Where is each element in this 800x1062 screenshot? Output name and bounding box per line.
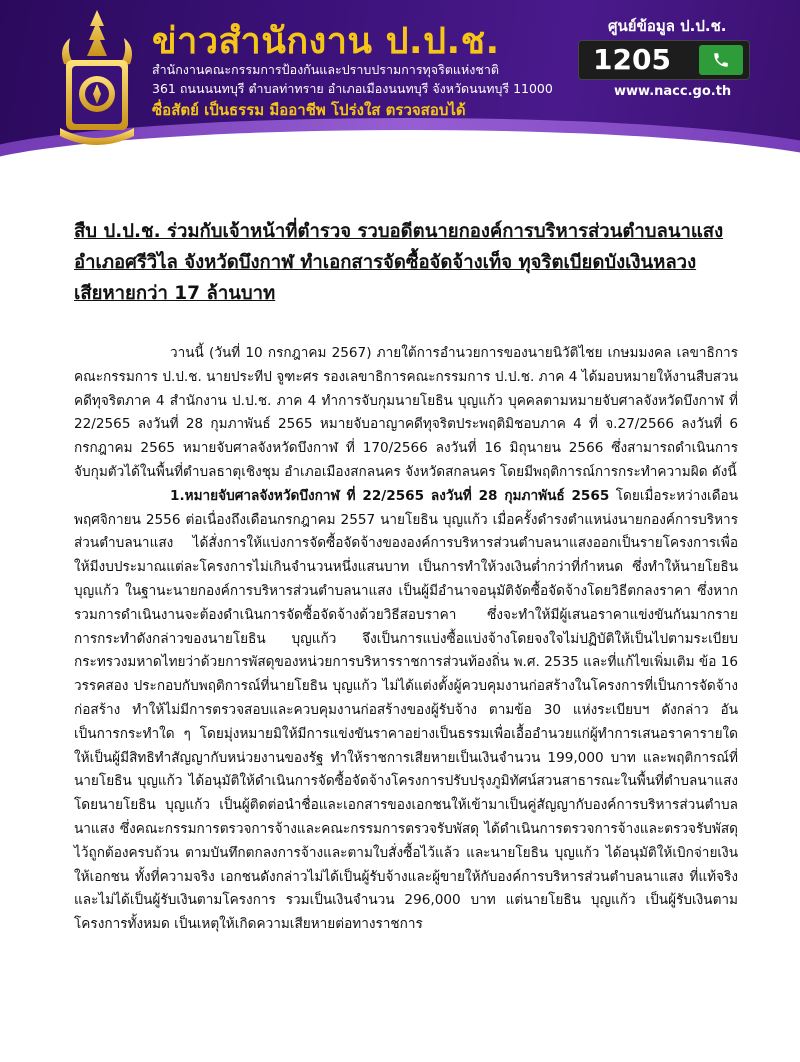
paragraph-2 (74, 485, 738, 937)
hotline-number: 1205 (593, 43, 671, 76)
paragraph-2-lead: 1.หมายจับศาลจังหวัดบึงกาฬ ที่ 22/2565 ลงวันที่ 28 กุมภาพันธ์ 2565 (170, 487, 610, 504)
hotline-box[interactable] (578, 40, 750, 80)
headline-line-1: สืบ ป.ป.ช. ร่วมกับเจ้าหน้าที่ตำรวจ รวบอดีตนายกองค์การบริหารส่วนตำบลนาแสง (74, 221, 724, 242)
nacc-logo-icon (52, 8, 142, 148)
header-slogan: ซื่อสัตย์ เป็นธรรม มืออาชีพ โปร่งใส ตรวจสอบได้ (152, 101, 466, 119)
paragraph-1-text: วานนี้ (วันที่ 10 กรกฎาคม 2567) ภายใต้การอำนวยการของนายนิวัติไชย เกษมมงคล เลขาธิการคณะกรรมการ ป.ป.ช. นายประทีป จูฑะศร รองเลขาธิการคณะกรรมการ ป.ป.ช. ภาค 4 ได้มอบหมายให้งานสืบสวนคดีทุจริตภาค 4 สำนักงาน ป.ป.ช. ภาค 4 ทำการจับกุมนายโยธิน บุญแก้ว บุคคลตามหมายจับศาลจังหวัดบึงกาฬ ที่ 22/2565 ลงวันที่ 28 กุมภาพันธ์ 2565 หมายจับอาญาคดีทุจริตประพฤติมิชอบภาค 4 ที่ จ.27/2566 ลงวันที่ 6 กรกฎาคม 2565 หมายจับศาลจังหวัดบึงกาฬ ที่ 170/2566 ลงวันที่ 16 มิถุนายน 2566 ซึ่งสามารถดำเนินการจับกุมตัวได้ในพื้นที่ตำบลธาตุเชิงชุม อำเภอเมืองสกลนคร จังหวัดสกลนคร โดยมีพฤติการณ์การกระทำความผิด ดังนี้ (74, 345, 738, 480)
header-address: 361 ถนนนนทบุรี ตำบลท่าทราย อำเภอเมืองนนทบุรี จังหวัดนนทบุรี 11000 (152, 81, 553, 96)
header-banner (0, 0, 800, 178)
phone-icon[interactable] (699, 45, 743, 75)
hotline-label: ศูนย์ข้อมูล ป.ป.ช. (608, 17, 727, 35)
website-link[interactable]: www.nacc.go.th (614, 84, 732, 99)
phone-glyph-icon (712, 51, 730, 69)
header-agency-name: สำนักงานคณะกรรมการป้องกันและปราบปรามการทุจริตแห่งชาติ (152, 62, 499, 77)
news-headline (74, 216, 734, 309)
paragraph-1 (74, 342, 738, 485)
header-title: ข่าวสำนักงาน ป.ป.ช. (152, 21, 500, 62)
paragraph-2-text: โดยเมื่อระหว่างเดือนพฤศจิกายน 2556 ต่อเนื่องถึงเดือนกรกฎาคม 2557 นายโยธิน บุญแก้ว เมื่อครั้งดำรงตำแหน่งนายกองค์การบริหารส่วนตำบลนาแสง ได้สั่งการให้แบ่งการจัดซื้อจัดจ้างขององค์การบริหารส่วนตำบลนาแสงออกเป็นรายโครงการเพื่อให้มีงบประมาณแต่ละโครงการไม่เกินจำนวนหนึ่งแสนบาท เป็นการทำให้วงเงินต่ำกว่าที่กำหนด ซึ่งทำให้นายโยธิน บุญแก้ว ในฐานะนายกองค์การบริหารส่วนตำบลนาแสง เป็นผู้มีอำนาจอนุมัติจัดซื้อจัดจ้างโดยวิธีตกลงราคา ซึ่งหากรวมการดำเนินงานจะต้องดำเนินการจัดซื้อจัดจ้างด้วยวิธีสอบราคา ซึ่งจะทำให้มีผู้เสนอราคาแข่งขันกันมากราย การกระทำดังกล่าวของนายโยธิน บุญแก้ว จึงเป็นการแบ่งซื้อแบ่งจ้างโดยจงใจไม่ปฏิบัติให้เป็นไปตามระเบียบกระทรวงมหาดไทยว่าด้วยการพัสดุของหน่วยการบริหารราชการส่วนท้องถิ่น พ.ศ. 2535 และที่แก้ไขเพิ่มเติม ข้อ 16 วรรคสอง ประกอบกับพฤติการณ์ที่นายโยธิน บุญแก้ว ไม่ได้แต่งตั้งผู้ควบคุมงานก่อสร้างในโครงการที่เป็นการจัดจ้างก่อสร้าง ทำให้ไม่มีการตรวจสอบและควบคุมงานก่อสร้างของผู้รับจ้าง ตามข้อ 30 แห่งระเบียบฯ ดังกล่าว อันเป็นการกระทำใด ๆ โดยมุ่งหมายมิให้มีการแข่งขันราคาอย่างเป็นธรรมเพื่อเอื้ออำนวยแก่ผู้ทำการเสนอราคารายใดให้เป็นผู้มีสิทธิทำสัญญากับหน่วยงานของรัฐ ทำให้ราชการเสียหายเป็นเงินจำนวน 199,000 บาท และพฤติการณ์ที่นายโยธิน บุญแก้ว ได้อนุมัติให้ดำเนินการจัดซื้อจัดจ้างโครงการปรับปรุงภูมิทัศน์สวนสาธารณะในพื้นที่ตำบลนาแสง โดยนายโยธิน บุญแก้ว เป็นผู้ติดต่อนำชื่อและเอกสารของเอกชนให้เข้ามาเป็นคู่สัญญากับองค์การบริหารส่วนตำบลนาแสง ซึ่งคณะกรรมการตรวจการจ้างและคณะกรรมการตรวจรับพัสดุ ได้ดำเนินการตรวจการจ้างและตรวจรับพัสดุไว้ถูกต้องครบถ้วน ตามบันทึกตกลงการจ้างและตามใบสั่งซื้อไว้แล้ว และนายโยธิน บุญแก้ว ได้อนุมัติให้เบิกจ่ายเงินให้เอกชน ทั้งที่ความจริง เอกชนดังกล่าวไม่ได้เป็นผู้รับจ้างและผู้ขายให้กับองค์การบริหารส่วนตำบลนาแสง ที่แท้จริง และไม่ได้เป็นผู้รับเงินตามโครงการ รวมเป็นเงินจำนวน 296,000 บาท แต่นายโยธิน บุญแก้ว เป็นผู้รับเงินตามโครงการทั้งหมด เป็นเหตุให้เกิดความเสียหายต่อทางราชการ (74, 487, 738, 933)
headline-line-2: อำเภอศรีวิไล จังหวัดบึงกาฬ ทำเอกสารจัดซื้อจัดจ้างเท็จ ทุจริตเบียดบังเงินหลวง (74, 252, 697, 273)
headline-line-3: เสียหายกว่า 17 ล้านบาท (74, 283, 276, 304)
news-body (74, 342, 738, 937)
